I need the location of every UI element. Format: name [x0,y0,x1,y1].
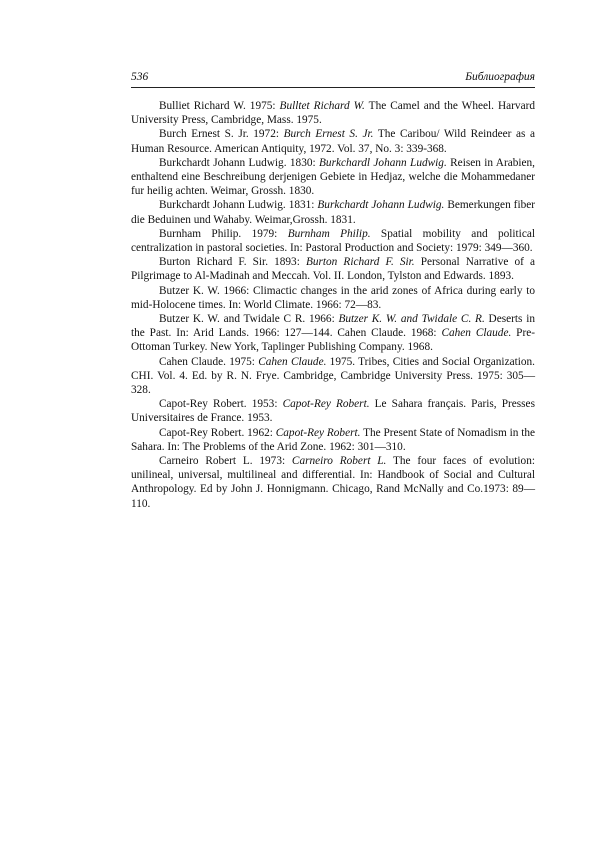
page-number: 536 [131,71,149,83]
running-head [131,71,535,88]
bibliography-entry [131,284,535,312]
entry-rest: The four faces of evolution: unilineal, universal, multilineal and differential. In: Handbook of Social and Cultural Anthropology. Ed by John J. Honnigmann. Chicago, Rand McNally and Co.1973: 89—110. [131,455,535,510]
bibliography-entry [131,99,535,127]
entry-rest: The Camel and the Wheel. Harvard University Press, Cambridge, Mass. 1975. [131,100,535,127]
bibliography-entry [131,426,535,454]
entry-rest: The Caribou/ Wild Reindeer as a Human Resource. American Antiquity, 1972. Vol. 37, No. 3: 339-368. [131,128,535,155]
entry-rest: Personal Narrative of a Pilgrimage to Al-Madinah and Meccah. Vol. II. London, Tylston and Edwards. 1893. [131,256,535,283]
bibliography-entry [131,355,535,398]
entry-italic: Capot-Rey Robert. [282,398,370,411]
entry-rest: Le Sahara français. Paris, Presses Universitaires de France. 1953. [131,398,535,425]
entry-lead: Carneiro Robert L. 1973: [159,455,292,468]
entry-rest: Reisen in Arabien, enthaltend eine Beschreibung derjenigen Gebiete in Hedjaz, welche die Mohammedaner fur heilig achten. Weimar, Grossh. 1830. [131,156,536,198]
entry-lead: Butzer K. W. and Twidale C R. 1966: [159,313,339,326]
bibliography-entry [131,156,535,199]
bibliography-entry [131,397,535,425]
section-title: Библиография [465,71,535,83]
entry-italic: Burkchardt Johann Ludwig. [317,199,445,212]
entry-lead: Cahen Claude. 1975: [159,355,259,368]
entry-lead: Capot-Rey Robert. 1953: [159,398,283,411]
entry-lead: Burnham Philip. 1979: [159,227,288,240]
entry-italic: Capot-Rey Robert. [275,426,361,439]
bibliography-list [131,99,535,511]
entry-italic: Burkchardl Johann Ludwig. [319,156,447,169]
entry-italic: Burnham Philip. [287,227,371,240]
entry-italic: Burton Richard F. Sir. [305,256,415,269]
entry-lead: Butzer K. W. 1966: Climactic changes in the arid zones of Africa during early to mid-Holocene times. In: World Climate. 1966: 72—83. [131,284,535,311]
entry-rest: Spatial mobility and political centralization in pastoral societies. In: Pastoral Production and Society: 1979: 349—360. [131,227,535,255]
entry-italic: Cahen Claude. [258,355,327,368]
bibliography-entry [131,312,535,355]
entry-italic-second: Cahen Claude. [441,327,512,340]
entry-italic: Butzer K. W. and Twidale C. R. [338,313,485,326]
entry-lead: Burkchardt Johann Ludwig. 1831: [159,199,318,212]
entry-rest: The Present State of Nomadism in the Sahara. In: The Problems of the Arid Zone. 1962: 301—310. [131,426,536,453]
entry-italic: Burch Ernest S. Jr. [283,128,374,141]
bibliography-entry [131,454,535,511]
entry-lead: Burkchardt Johann Ludwig. 1830: [159,156,320,169]
entry-rest: 1975. Tribes, Cities and Social Organization. CHI. Vol. 4. Ed. by R. N. Frye. Cambridge, Cambridge University Press. 1975: 305—328. [131,355,535,397]
bibliography-entry [131,227,535,255]
entry-rest-second: Pre-Ottoman Turkey. New York, Taplinger Publishing Company. 1968. [131,327,535,354]
bibliography-entry [131,127,535,155]
entry-rest: Deserts in the Past. In: Arid Lands. 1966: 127—144. Cahen Claude. 1968: [131,313,535,340]
bibliography-entry [131,255,535,283]
bibliography-entry [131,198,535,226]
entry-lead: Capot-Rey Robert. 1962: [159,426,276,439]
entry-rest: Bemerkungen fiber die Beduinen und Wahaby. Weimar,Grossh. 1831. [131,199,536,226]
entry-italic: Bulltet Richard W. [279,100,365,112]
entry-lead: Burton Richard F. Sir. 1893: [159,256,306,269]
entry-lead: Bulliet Richard W. 1975: [159,100,280,112]
entry-lead: Burch Ernest S. Jr. 1972: [159,128,284,141]
entry-italic: Carneiro Robert L. [291,455,387,468]
